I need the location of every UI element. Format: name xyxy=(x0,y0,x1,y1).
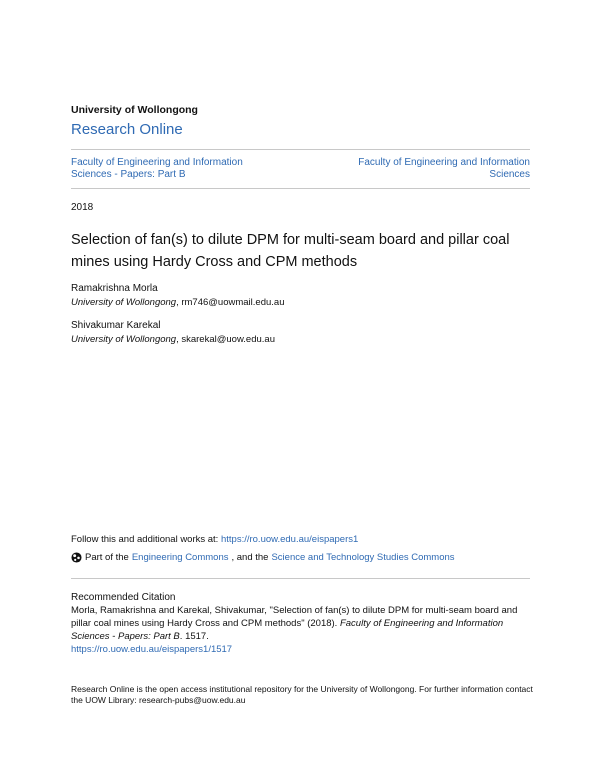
author-affiliation: University of Wollongong, rm746@uowmail.edu.au xyxy=(71,297,285,308)
citation-block: Morla, Ramakrishna and Karekal, Shivakumar, "Selection of fan(s) to dilute DPM for multi-seam board and pillar coal mines using Hardy Cross and CPM methods" (2018). Faculty of Engineering and Information Sciences - Papers: Part B. 1517. https://ro.uow.edu.au/eispapers1/1517 xyxy=(71,605,518,655)
citation-heading: Recommended Citation xyxy=(71,592,176,603)
faculty-link-right[interactable]: Faculty of Engineering and Information Sciences xyxy=(358,157,530,180)
affiliation-text: University of Wollongong xyxy=(71,334,177,345)
divider-faculty xyxy=(71,188,530,189)
engineering-commons-link[interactable]: Engineering Commons xyxy=(131,552,229,563)
institution-name: University of Wollongong xyxy=(71,104,198,116)
paper-title: Selection of fan(s) to dilute DPM for multi-seam board and pillar coal mines using Hardy Cross and CPM methods xyxy=(71,232,510,270)
citation-url[interactable]: https://ro.uow.edu.au/eispapers1/1517 xyxy=(71,644,233,655)
affiliation-text: University of Wollongong xyxy=(71,297,177,308)
commons-network-icon xyxy=(71,552,82,563)
author-name: Ramakrishna Morla xyxy=(71,283,158,294)
part-of-line xyxy=(71,552,455,563)
author-email[interactable]: rm746@uowmail.edu.au xyxy=(181,297,285,308)
sts-commons-link[interactable]: Science and Technology Studies Commons xyxy=(271,552,455,563)
follow-link[interactable]: https://ro.uow.edu.au/eispapers1 xyxy=(220,534,359,545)
research-online-link[interactable]: Research Online xyxy=(71,121,183,138)
faculty-link-left[interactable]: Faculty of Engineering and Information Sciences - Papers: Part B xyxy=(71,157,243,180)
citation-journal: Faculty of Engineering and Information Sciences - Papers: Part B xyxy=(71,618,504,642)
footer-text: Research Online is the open access institutional repository for the University of Wollongong. For further information contact the UOW Library: xyxy=(71,684,533,705)
author-email[interactable]: skarekal@uow.edu.au xyxy=(181,334,275,345)
citation-text: Morla, Ramakrishna and Karekal, Shivakumar, "Selection of fan(s) to dilute DPM for multi-seam board and pillar coal mines using Hardy Cross and CPM methods" (2018). xyxy=(71,605,518,629)
follow-text: Follow this and additional works at: xyxy=(71,534,219,545)
footer-email[interactable]: research-pubs@uow.edu.au xyxy=(139,695,246,705)
part-of-prefix: Part of the xyxy=(85,552,129,563)
footer-notice xyxy=(71,684,533,706)
publication-year: 2018 xyxy=(71,202,94,213)
follow-line xyxy=(71,534,358,545)
citation-number: 1517. xyxy=(185,631,209,642)
author-affiliation: University of Wollongong, skarekal@uow.edu.au xyxy=(71,334,275,345)
author-name: Shivakumar Karekal xyxy=(71,320,161,331)
divider-top xyxy=(71,149,530,150)
divider-citation xyxy=(71,578,530,579)
part-of-middle: , and the xyxy=(231,552,269,563)
